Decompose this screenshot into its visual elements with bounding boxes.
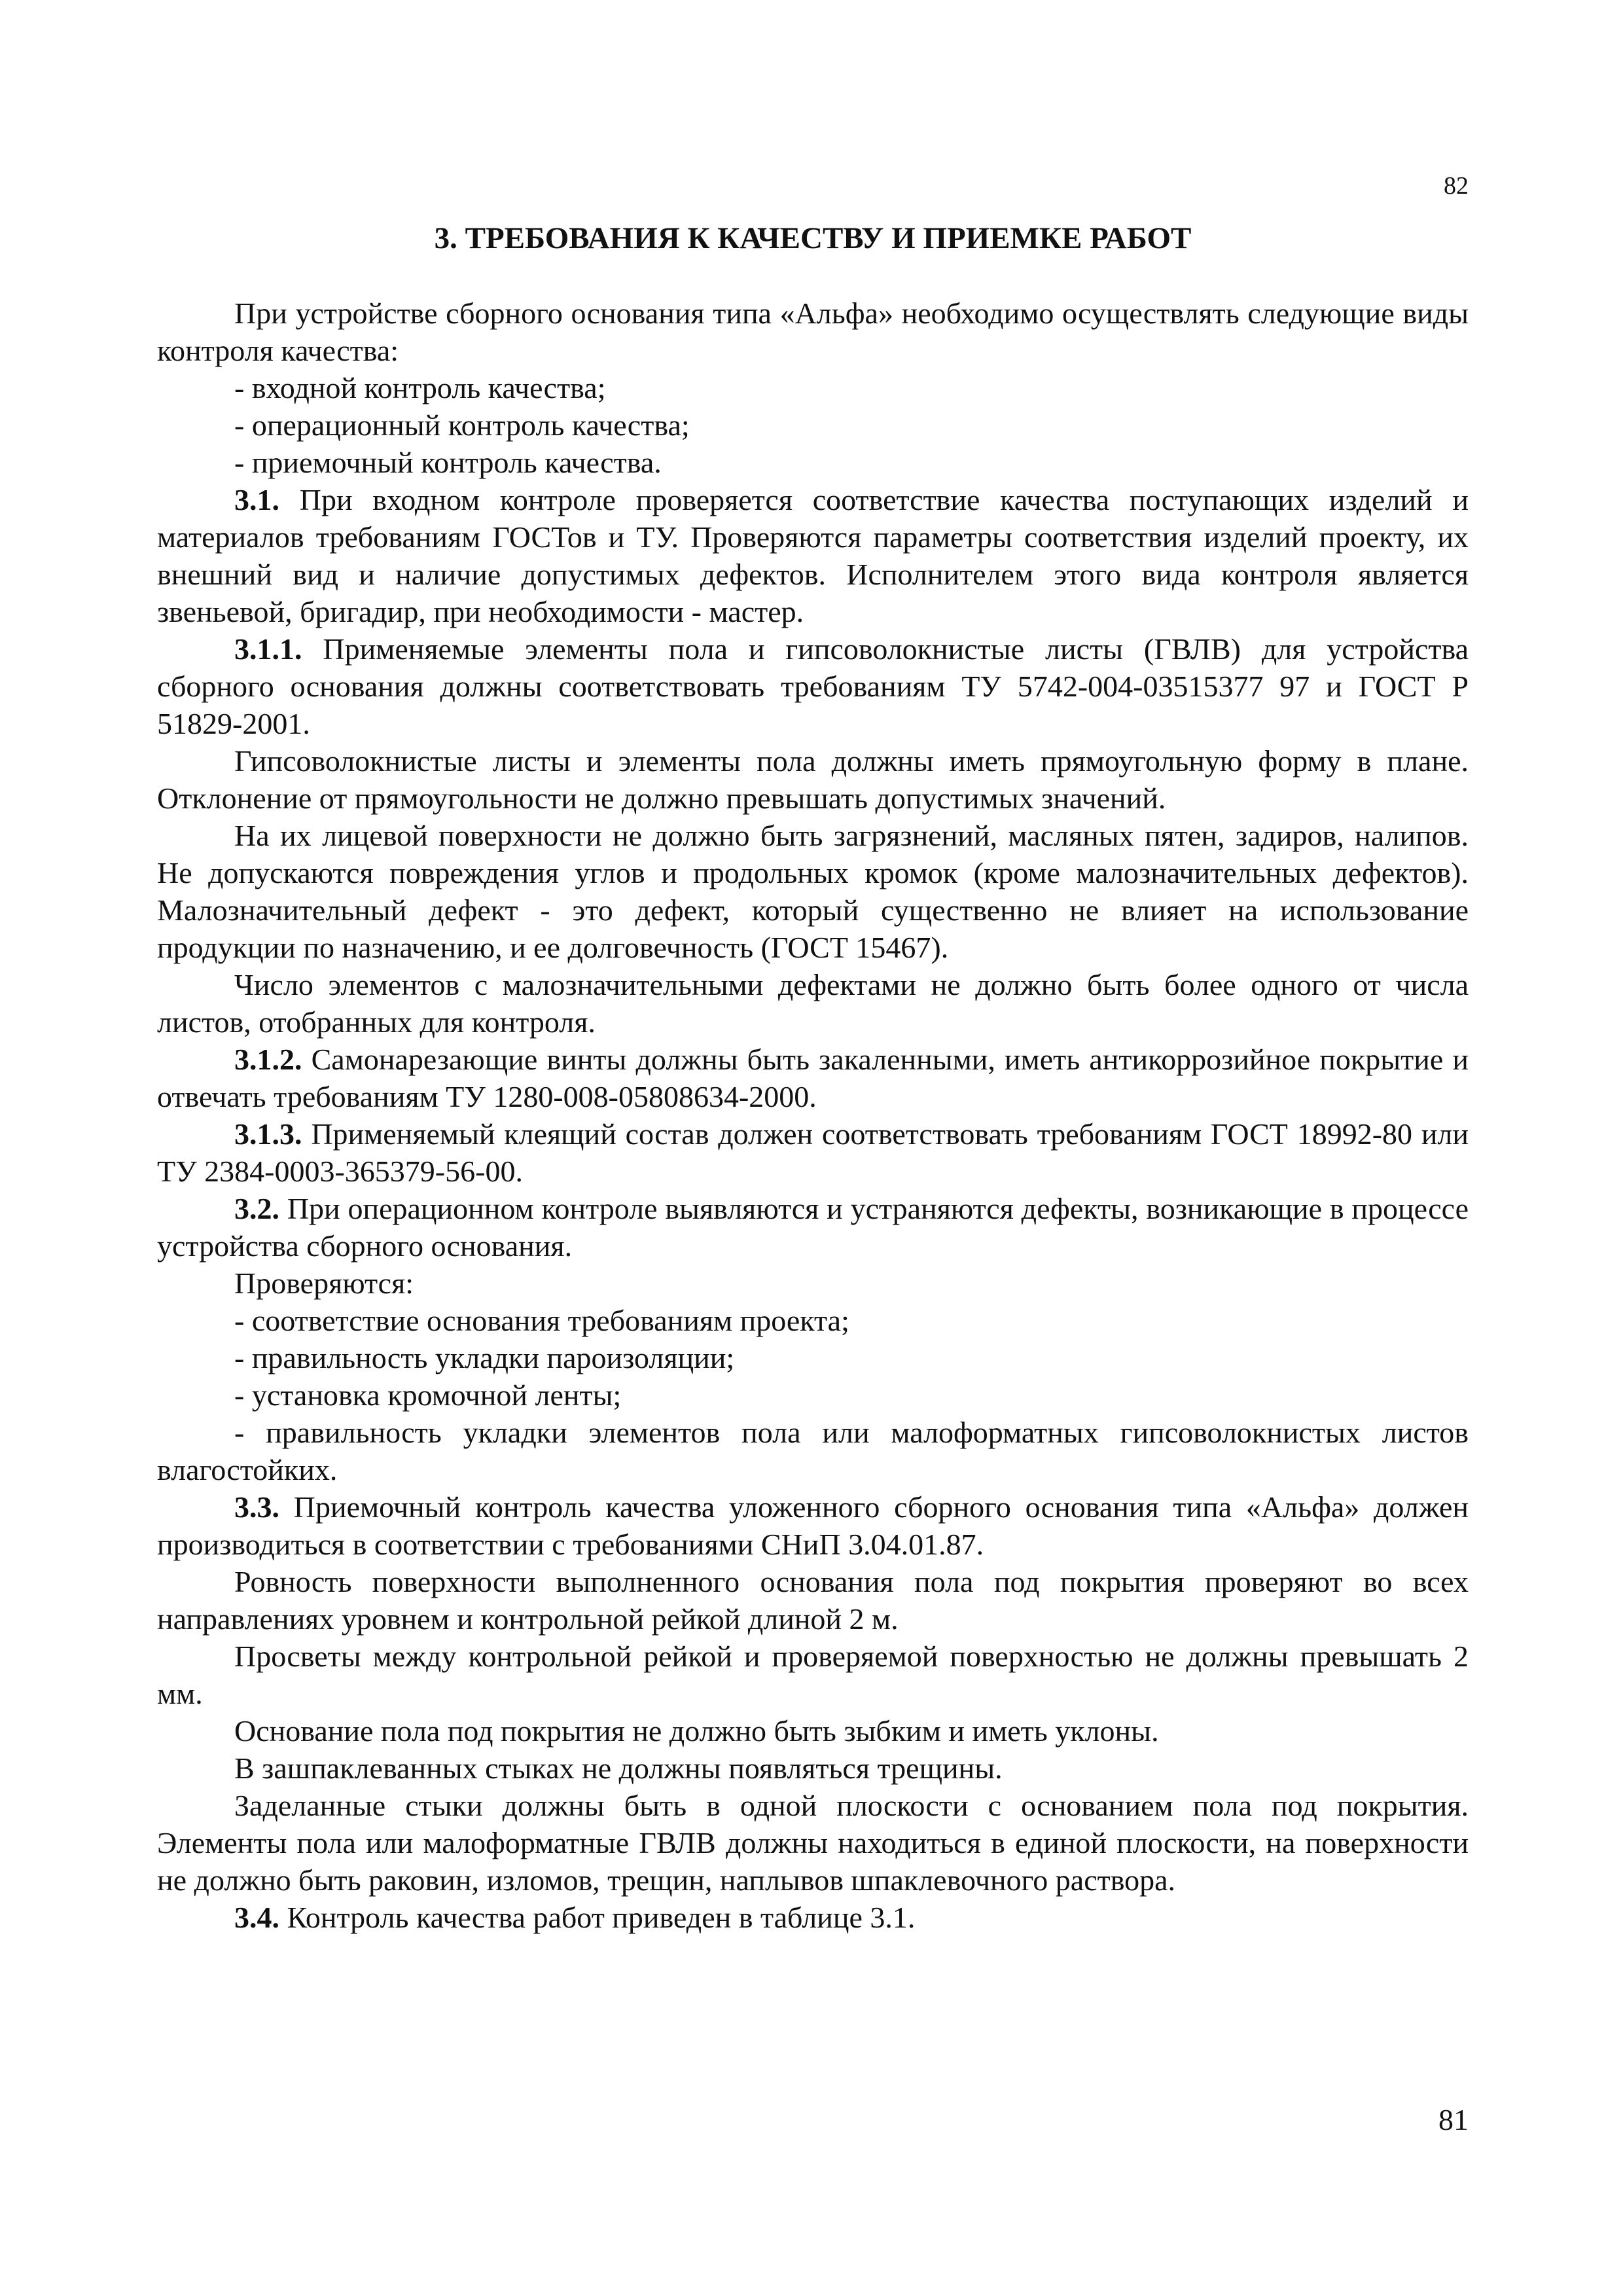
paragraph: На их лицевой поверхности не должно быть загрязнений, масляных пятен, задиров, налипов. Не допускаются повреждения углов и продольных кромок (кроме малозначительных дефектов). Малозначительный дефект - это дефект, который существенно не влияет на использование продукции по назначению, и ее долговечность (ГОСТ 15467). — [157, 819, 1469, 964]
clause-number: 3.3. — [234, 1490, 279, 1524]
clause-text: При входном контроле проверяется соответствие качества поступающих изделий и материалов требованиям ГОСТов и ТУ. Проверяются параметры соответствия изделий проекту, их внешний вид и наличие допустимых дефектов. Исполнителем этого вида контроля является звеньевой, бригадир, при необходимости - мастер. — [157, 483, 1469, 628]
paragraph: Основание пола под покрытия не должно быть зыбким и иметь уклоны. — [234, 1714, 1159, 1748]
clause-text: Применяемый клеящий состав должен соответствовать требованиям ГОСТ 18992-80 или ТУ 2384-0003-365379-56-00. — [157, 1117, 1469, 1188]
check-list-item: - правильность укладки элементов пола или малоформатных гипсоволокнистых листов влагостойких. — [157, 1416, 1469, 1486]
clause-text: Приемочный контроль качества уложенного сборного основания типа «Альфа» должен производиться в соответствии с требованиями СНиП 3.04.01.87. — [157, 1490, 1469, 1561]
intro-list-item: - приемочный контроль качества. — [234, 446, 662, 479]
clause-number: 3.4. — [234, 1901, 279, 1934]
clause-number: 3.1.1. — [234, 632, 302, 666]
clause-3-1-1 — [157, 630, 1469, 742]
clause-text: При операционном контроле выявляются и устраняются дефекты, возникающие в процессе устройства сборного основания. — [157, 1192, 1469, 1263]
clause-3-1 — [157, 481, 1469, 630]
clause-number: 3.1.2. — [234, 1043, 302, 1076]
clause-number: 3.2. — [234, 1192, 279, 1225]
intro-paragraph: При устройстве сборного основания типа «Альфа» необходимо осуществлять следующие виды контроля качества: — [157, 296, 1469, 367]
page-number-bottom: 81 — [1438, 2103, 1469, 2136]
checked-label: Проверяются: — [234, 1266, 414, 1300]
clause-number: 3.1.3. — [234, 1117, 302, 1151]
check-list-item: - соответствие основания требованиям проекта; — [234, 1304, 849, 1337]
clause-3-4 — [157, 1899, 1469, 1936]
paragraph: Заделанные стыки должны быть в одной плоскости с основанием пола под покрытия. Элементы пола или малоформатные ГВЛВ должны находиться в единой плоскости, на поверхности не должно быть раковин, изломов, трещин, наплывов шпаклевочного раствора. — [157, 1789, 1469, 1897]
paragraph: Гипсоволокнистые листы и элементы пола должны иметь прямоугольную форму в плане. Отклонение от прямоугольности не должно превышать допустимых значений. — [157, 744, 1469, 815]
intro-list-item: - операционный контроль качества; — [234, 408, 690, 442]
paragraph: Ровность поверхности выполненного основания пола под покрытия проверяют во всех направлениях уровнем и контрольной рейкой длиной 2 м. — [157, 1565, 1469, 1636]
clause-3-3 — [157, 1488, 1469, 1563]
clause-3-1-2 — [157, 1041, 1469, 1115]
check-list-item: - установка кромочной ленты; — [234, 1378, 622, 1412]
intro-list-item: - входной контроль качества; — [234, 371, 606, 404]
paragraph: В зашпаклеванных стыках не должны появляться трещины. — [234, 1751, 1003, 1785]
check-list-item: - правильность укладки пароизоляции; — [234, 1341, 735, 1374]
paragraph: Число элементов с малозначительными дефектами не должно быть более одного от числа листов, отобранных для контроля. — [157, 968, 1469, 1039]
clause-3-1-3 — [157, 1115, 1469, 1190]
page-number-top: 82 — [1444, 172, 1469, 200]
paragraph: Просветы между контрольной рейкой и проверяемой поверхностью не должны превышать 2 мм. — [157, 1640, 1469, 1710]
clause-text: Контроль качества работ приведен в таблице 3.1. — [287, 1901, 916, 1934]
document-body — [157, 219, 1469, 1936]
clause-3-2 — [157, 1190, 1469, 1265]
clause-text: Самонарезающие винты должны быть закаленными, иметь антикоррозийное покрытие и отвечать требованиям ТУ 1280-008-05808634-2000. — [157, 1043, 1469, 1113]
clause-number: 3.1. — [234, 483, 279, 516]
section-title: 3. ТРЕБОВАНИЯ К КАЧЕСТВУ И ПРИЕМКЕ РАБОТ — [434, 221, 1192, 255]
clause-text: Применяемые элементы пола и гипсоволокнистые листы (ГВЛВ) для устройства сборного основания должны соответствовать требованиям ТУ 5742-004-03515377 97 и ГОСТ Р 51829-2001. — [157, 632, 1469, 740]
